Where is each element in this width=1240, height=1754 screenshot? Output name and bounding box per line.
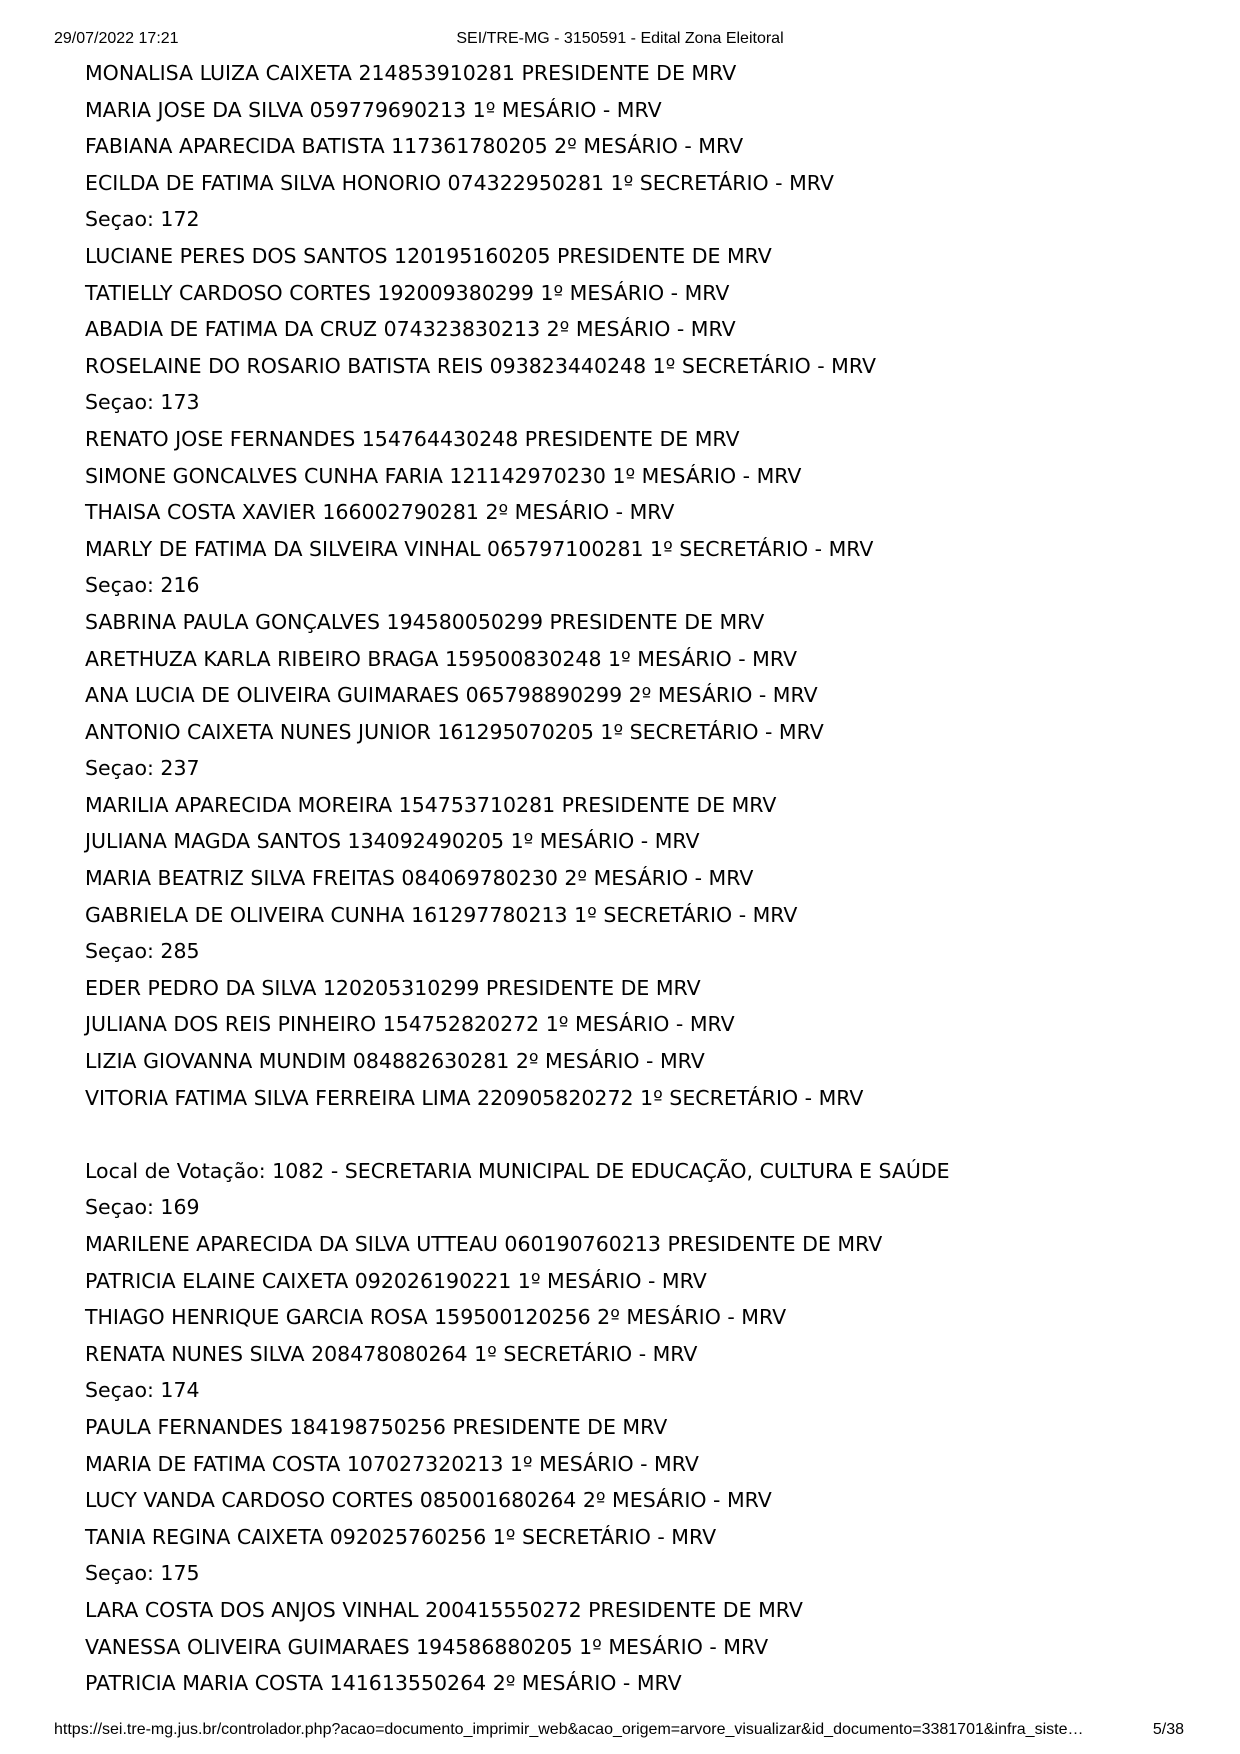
member-line: ANA LUCIA DE OLIVEIRA GUIMARAES 065798890299 2º MESÁRIO - MRV (85, 683, 818, 708)
print-datetime: 29/07/2022 17:21 (54, 30, 179, 47)
member-line: SABRINA PAULA GONÇALVES 194580050299 PRESIDENTE DE MRV (85, 609, 765, 634)
member-line: RENATO JOSE FERNANDES 154764430248 PRESIDENTE DE MRV (85, 426, 740, 451)
section-heading: Seçao: 237 (85, 756, 200, 781)
section-heading: Seçao: 285 (85, 939, 200, 964)
section-heading: Seçao: 175 (85, 1561, 200, 1586)
page-header (0, 30, 1240, 52)
page-footer (0, 1721, 1240, 1743)
section-heading: Seçao: 173 (85, 390, 200, 415)
member-line: ARETHUZA KARLA RIBEIRO BRAGA 159500830248 1º MESÁRIO - MRV (85, 646, 797, 671)
section-heading: Seçao: 174 (85, 1378, 200, 1403)
member-line: MARILENE APARECIDA DA SILVA UTTEAU 060190760213 PRESIDENTE DE MRV (85, 1232, 883, 1256)
section-heading: Seçao: 169 (85, 1195, 200, 1220)
member-line: FABIANA APARECIDA BATISTA 117361780205 2º MESÁRIO - MRV (85, 134, 744, 159)
member-line: MARIA JOSE DA SILVA 059779690213 1º MESÁRIO - MRV (85, 97, 662, 122)
member-line: PATRICIA ELAINE CAIXETA 092026190221 1º MESÁRIO - MRV (85, 1268, 707, 1293)
member-line: MARIA BEATRIZ SILVA FREITAS 084069780230 2º MESÁRIO - MRV (85, 866, 754, 891)
member-line: PAULA FERNANDES 184198750256 PRESIDENTE DE MRV (85, 1414, 668, 1439)
member-line: VANESSA OLIVEIRA GUIMARAES 194586880205 1º MESÁRIO - MRV (85, 1634, 769, 1659)
member-line: ABADIA DE FATIMA DA CRUZ 074323830213 2º MESÁRIO - MRV (85, 317, 736, 342)
member-line: PATRICIA MARIA COSTA 141613550264 2º MESÁRIO - MRV (85, 1671, 682, 1696)
member-line: JULIANA DOS REIS PINHEIRO 154752820272 1º MESÁRIO - MRV (85, 1012, 735, 1037)
member-line: VITORIA FATIMA SILVA FERREIRA LIMA 220905820272 1º SECRETÁRIO - MRV (85, 1085, 864, 1110)
member-line: EDER PEDRO DA SILVA 120205310299 PRESIDENTE DE MRV (85, 975, 701, 1000)
member-line: ECILDA DE FATIMA SILVA HONORIO 074322950281 1º SECRETÁRIO - MRV (85, 170, 834, 195)
member-line: JULIANA MAGDA SANTOS 134092490205 1º MESÁRIO - MRV (85, 829, 700, 854)
blank-line (85, 1116, 1185, 1153)
member-line: THIAGO HENRIQUE GARCIA ROSA 159500120256 2º MESÁRIO - MRV (85, 1305, 787, 1330)
member-line: MARIA DE FATIMA COSTA 107027320213 1º MESÁRIO - MRV (85, 1451, 699, 1476)
member-line: TANIA REGINA CAIXETA 092025760256 1º SECRETÁRIO - MRV (85, 1524, 717, 1549)
member-line: ROSELAINE DO ROSARIO BATISTA REIS 093823440248 1º SECRETÁRIO - MRV (85, 353, 876, 378)
document-title: SEI/TRE-MG - 3150591 - Edital Zona Eleitoral (456, 30, 784, 47)
member-line: THAISA COSTA XAVIER 166002790281 2º MESÁRIO - MRV (85, 500, 675, 525)
member-line: GABRIELA DE OLIVEIRA CUNHA 161297780213 1º SECRETÁRIO - MRV (85, 902, 798, 927)
document-body (85, 55, 1185, 1702)
member-line: ANTONIO CAIXETA NUNES JUNIOR 161295070205 1º SECRETÁRIO - MRV (85, 719, 824, 744)
member-line: RENATA NUNES SILVA 208478080264 1º SECRETÁRIO - MRV (85, 1341, 698, 1366)
page-number: 5/38 (1152, 1721, 1184, 1738)
member-line: SIMONE GONCALVES CUNHA FARIA 121142970230 1º MESÁRIO - MRV (85, 463, 802, 488)
member-line: LARA COSTA DOS ANJOS VINHAL 200415550272 PRESIDENTE DE MRV (85, 1597, 803, 1622)
section-heading: Seçao: 172 (85, 207, 200, 232)
member-line: TATIELLY CARDOSO CORTES 192009380299 1º MESÁRIO - MRV (85, 280, 730, 305)
member-line: LUCIANE PERES DOS SANTOS 120195160205 PRESIDENTE DE MRV (85, 243, 772, 268)
member-line: MONALISA LUIZA CAIXETA 214853910281 PRESIDENTE DE MRV (85, 61, 737, 85)
page-url: https://sei.tre-mg.jus.br/controlador.php?acao=documento_imprimir_web&acao_origem=arvore_visualizar&id_documento=3381701&infra_siste… (54, 1721, 1084, 1738)
section-heading: Seçao: 216 (85, 573, 200, 598)
member-line: LUCY VANDA CARDOSO CORTES 085001680264 2º MESÁRIO - MRV (85, 1488, 772, 1513)
member-line: MARILIA APARECIDA MOREIRA 154753710281 PRESIDENTE DE MRV (85, 792, 777, 817)
voting-location-heading: Local de Votação: 1082 - SECRETARIA MUNICIPAL DE EDUCAÇÃO, CULTURA E SAÚDE (85, 1158, 950, 1183)
member-line: MARLY DE FATIMA DA SILVEIRA VINHAL 065797100281 1º SECRETÁRIO - MRV (85, 536, 874, 561)
member-line: LIZIA GIOVANNA MUNDIM 084882630281 2º MESÁRIO - MRV (85, 1049, 705, 1074)
